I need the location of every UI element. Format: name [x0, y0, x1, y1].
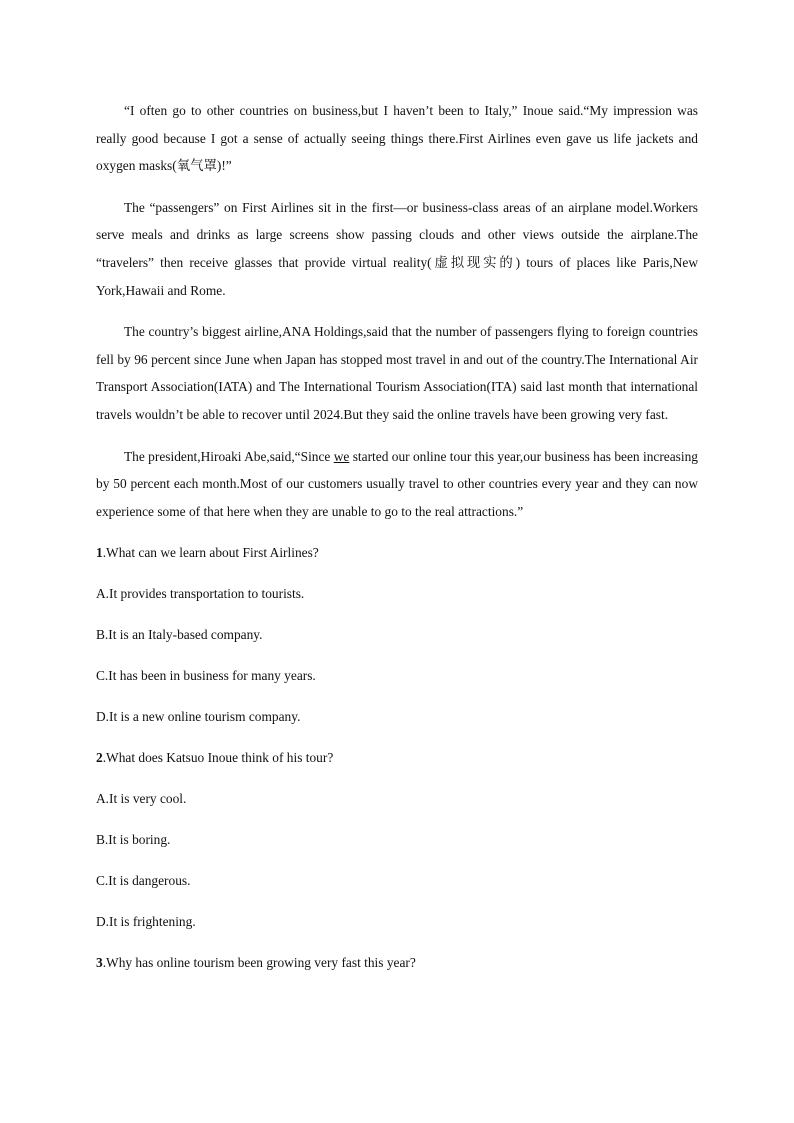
question-2-option-a: A.It is very cool.: [96, 791, 187, 807]
passage-4-after: started our online tour this year,our business has been increasing by 50 percent each month.Most of our customers usually travel to other countries every year and they can now experience some of that here when they are unable to go to the real attractions.”: [96, 448, 699, 519]
question-3-text: .Why has online tourism been growing very fast this year?: [102, 955, 416, 971]
passage-paragraph-1: “I often go to other countries on business,but I haven’t been to Italy,” Inoue said.“My impression was really good because I got a sense of actually seeing things there.First Airlines even gave us life jackets and oxygen masks(氧气罩)!”: [96, 103, 698, 174]
question-1-option-b: B.It is an Italy-based company.: [96, 627, 263, 643]
question-2: [96, 744, 698, 785]
question-2-number: 2: [96, 750, 103, 766]
question-2-text: .What does Katsuo Inoue think of his tour?: [102, 750, 334, 766]
passage-paragraph-2: The “passengers” on First Airlines sit in the first—or business-class areas of an airplane model.Workers serve meals and drinks as large screens show passing clouds and other views outside the airplane.The “travelers” then receive glasses that provide virtual reality(虚拟现实的) tours of places like Paris,New York,Hawaii and Rome.: [96, 199, 698, 298]
passage-4-underlined-word: we: [333, 448, 350, 464]
question-2-option-b: B.It is boring.: [96, 832, 171, 848]
question-2-option-c: C.It is dangerous.: [96, 873, 191, 889]
passage-paragraph-3: The country’s biggest airline,ANA Holdings,said that the number of passengers flying to foreign countries fell by 96 percent since June when Japan has stopped most travel in and out of the country.The International Air Transport Association(IATA) and The International Tourism Association(ITA) said last month that international travels wouldn’t be able to recover until 2024.But they said the online travels have been growing very fast.: [96, 324, 698, 422]
question-3-number: 3: [96, 955, 103, 971]
question-3: [96, 949, 698, 990]
question-1-option-d: D.It is a new online tourism company.: [96, 709, 301, 725]
question-1-option-c: C.It has been in business for many years.: [96, 668, 316, 684]
question-1-text: .What can we learn about First Airlines?: [102, 545, 319, 561]
question-1-option-a: A.It provides transportation to tourists.: [96, 586, 305, 602]
passage-paragraph-4: [96, 443, 698, 526]
question-1-number: 1: [96, 545, 103, 561]
question-1: [96, 539, 698, 580]
question-2-option-d: D.It is frightening.: [96, 914, 196, 930]
passage-4-before: The president,Hiroaki Abe,said,“Since: [124, 448, 334, 464]
